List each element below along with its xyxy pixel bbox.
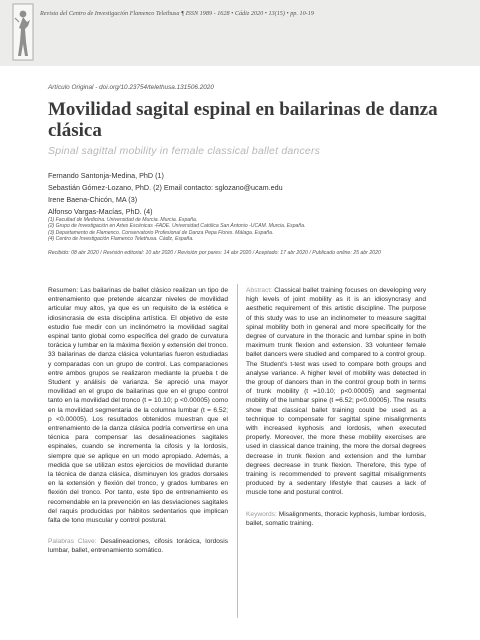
author-line: Irene Baena-Chicón, MA (3) bbox=[48, 195, 138, 204]
author-line: Fernando Santonja-Medina, PhD (1) bbox=[48, 171, 164, 180]
author-line: Alfonso Vargas-Macías, PhD. (4) bbox=[48, 207, 153, 216]
palabras-clave-section bbox=[48, 537, 228, 555]
article-title: Movilidad sagital espinal en bailarinas de danza clásica bbox=[48, 99, 438, 141]
affiliation-line: (3) Departamento de Flamenco. Conservatorio Profesional de Danza Pepa Flores. Málaga. España. bbox=[48, 229, 274, 236]
palabras-clave-label: Palabras Clave: bbox=[48, 538, 97, 546]
affiliation-line: (2) Grupo de Investigación en Artes Escénicas -FADE. Universidad Católica San Antonio -UCAM. Murcia. España. bbox=[48, 223, 306, 230]
resumen-text: Las bailarinas de ballet clásico realizan un tipo de entrenamiento que pretende alcanzar niveles de movilidad articular muy altos, ya que es un requisito de la estética e idiosincrasia de esta disciplina artística. El objetivo de este estudio fue medir con un inclinómetro la movilidad sagital espinal tanto global como específica del grado de curvatura torácica y lumbar en la máxima flexión y extensión del tronco. 33 bailarinas de danza clásica voluntarias fueron estudiadas y comparadas con un grupo de control. Las comparaciones entre ambos grupos se realizaron mediante la prueba t de Student y análisis de varianza. Se apreció una mayor movilidad en el grupo de bailarinas que en el grupo control tanto en la movilidad del tronco (t = 10.10; p <0.00005) como en la movilidad segmentaria de la columna lumbar (t = 6.52; p <0.00005). Los resultados obtenidos muestran que el entrenamiento de la danza clásica podría convertirse en una técnica para compensar las desalineaciones sagitales espinales, cuando se incrementa la cifosis y la lordosis, siempre que se aplique en un modo apropiado. Además, a medida que se utilizan estos ejercicios de movilidad durante la técnica de danza clásica, disminuyen los grados dorsales en la extensión y flexión del tronco, y grados lumbares en flexión del tronco. Por tanto, este tipo de entrenamiento es recomendable en la prevención en las desviaciones sagitales del raquis producidas por hábitos sedentarios que implican falta de tono muscular y control postural. bbox=[48, 287, 228, 525]
article-dates: Recibido: 08 abr 2020 / Revisión editorial: 10 abr 2020 / Revisión por pares: 14 abr 2020 / Aceptado: 17 abr 2020 / Publicado online: 25 abr 2020 bbox=[48, 250, 381, 256]
keywords-section bbox=[246, 510, 426, 528]
journal-line: Revista del Centro de Investigación Flamenco Telethusa ¶ ISSN 1989 - 1628 • Cádiz 2020 • 13(15) • pp. 10-19 bbox=[40, 10, 314, 17]
abstract-text: Classical ballet training focuses on developing very high levels of joint mobility as it is an idiosyncrasy and aesthetic requirement of this artistic discipline. The purpose of this study was to use an inclinometer to measure sagittal spinal mobility both in general and more specifically for the degree of curvature in the thoracic and lumbar spine in both maximum trunk flexion and extension. 33 volunteer female ballet dancers were studied and compared to a control group. The Student's t-test was used to compare both groups and analyse variance. A higher level of mobility was detected in the group of dancers than in the control group both in terms of trunk mobility (t =10.10; p<0.00005) and segmental mobility of the lumbar spine (t =6.52; p<0.00005). The results show that classical ballet training could be used as a technique to compensate for sagittal spine misalignments with increased kyphosis and lordosis, when executed properly. Moreover, the more these mobility exercises are used in classical dance training, the more the dorsal degrees decrease in trunk flexion and extension and the lumbar degrees decrease in trunk flexion. Therefore, this type of training is recommended to prevent sagittal misalignments produced by a sedentary lifestyle that causes a lack of muscle tone and postural control. bbox=[246, 287, 426, 497]
doi-line[interactable]: Artículo Original - doi.org/10.23754/telethusa.131506.2020 bbox=[48, 84, 214, 91]
article-subtitle: Spinal sagittal mobility in female classical ballet dancers bbox=[48, 145, 321, 157]
abstract-label: Abstract: bbox=[246, 287, 273, 294]
palabras-clave-text: Desalineaciones, cifosis torácica, lordosis lumbar, ballet, entrenamiento somático. bbox=[48, 538, 228, 555]
author-list bbox=[48, 170, 283, 218]
column-divider bbox=[237, 284, 238, 618]
abstract-section bbox=[246, 286, 426, 498]
author-line[interactable]: Sebastián Gómez-Lozano, PhD. (2) Email contacto: sglozano@ucam.edu bbox=[48, 183, 283, 192]
affiliation-line: (1) Facultad de Medicina. Universidad de Murcia. Murcia. España. bbox=[48, 217, 198, 223]
resumen-label: Resumen: bbox=[48, 287, 79, 294]
keywords-label: Keywords: bbox=[246, 510, 277, 518]
affiliation-line: (4) Centro de Investigación Flamenco Telethusa. Cádiz, España. bbox=[48, 235, 194, 242]
journal-header bbox=[0, 0, 480, 66]
journal-logo-icon bbox=[10, 2, 36, 62]
english-column bbox=[246, 286, 426, 528]
spanish-column bbox=[48, 286, 228, 556]
affiliation-list bbox=[48, 217, 305, 242]
keywords-text: Misalignments, thoracic kyphosis, lumbar lordosis, ballet, somatic training. bbox=[246, 510, 426, 527]
resumen-section bbox=[48, 286, 228, 525]
